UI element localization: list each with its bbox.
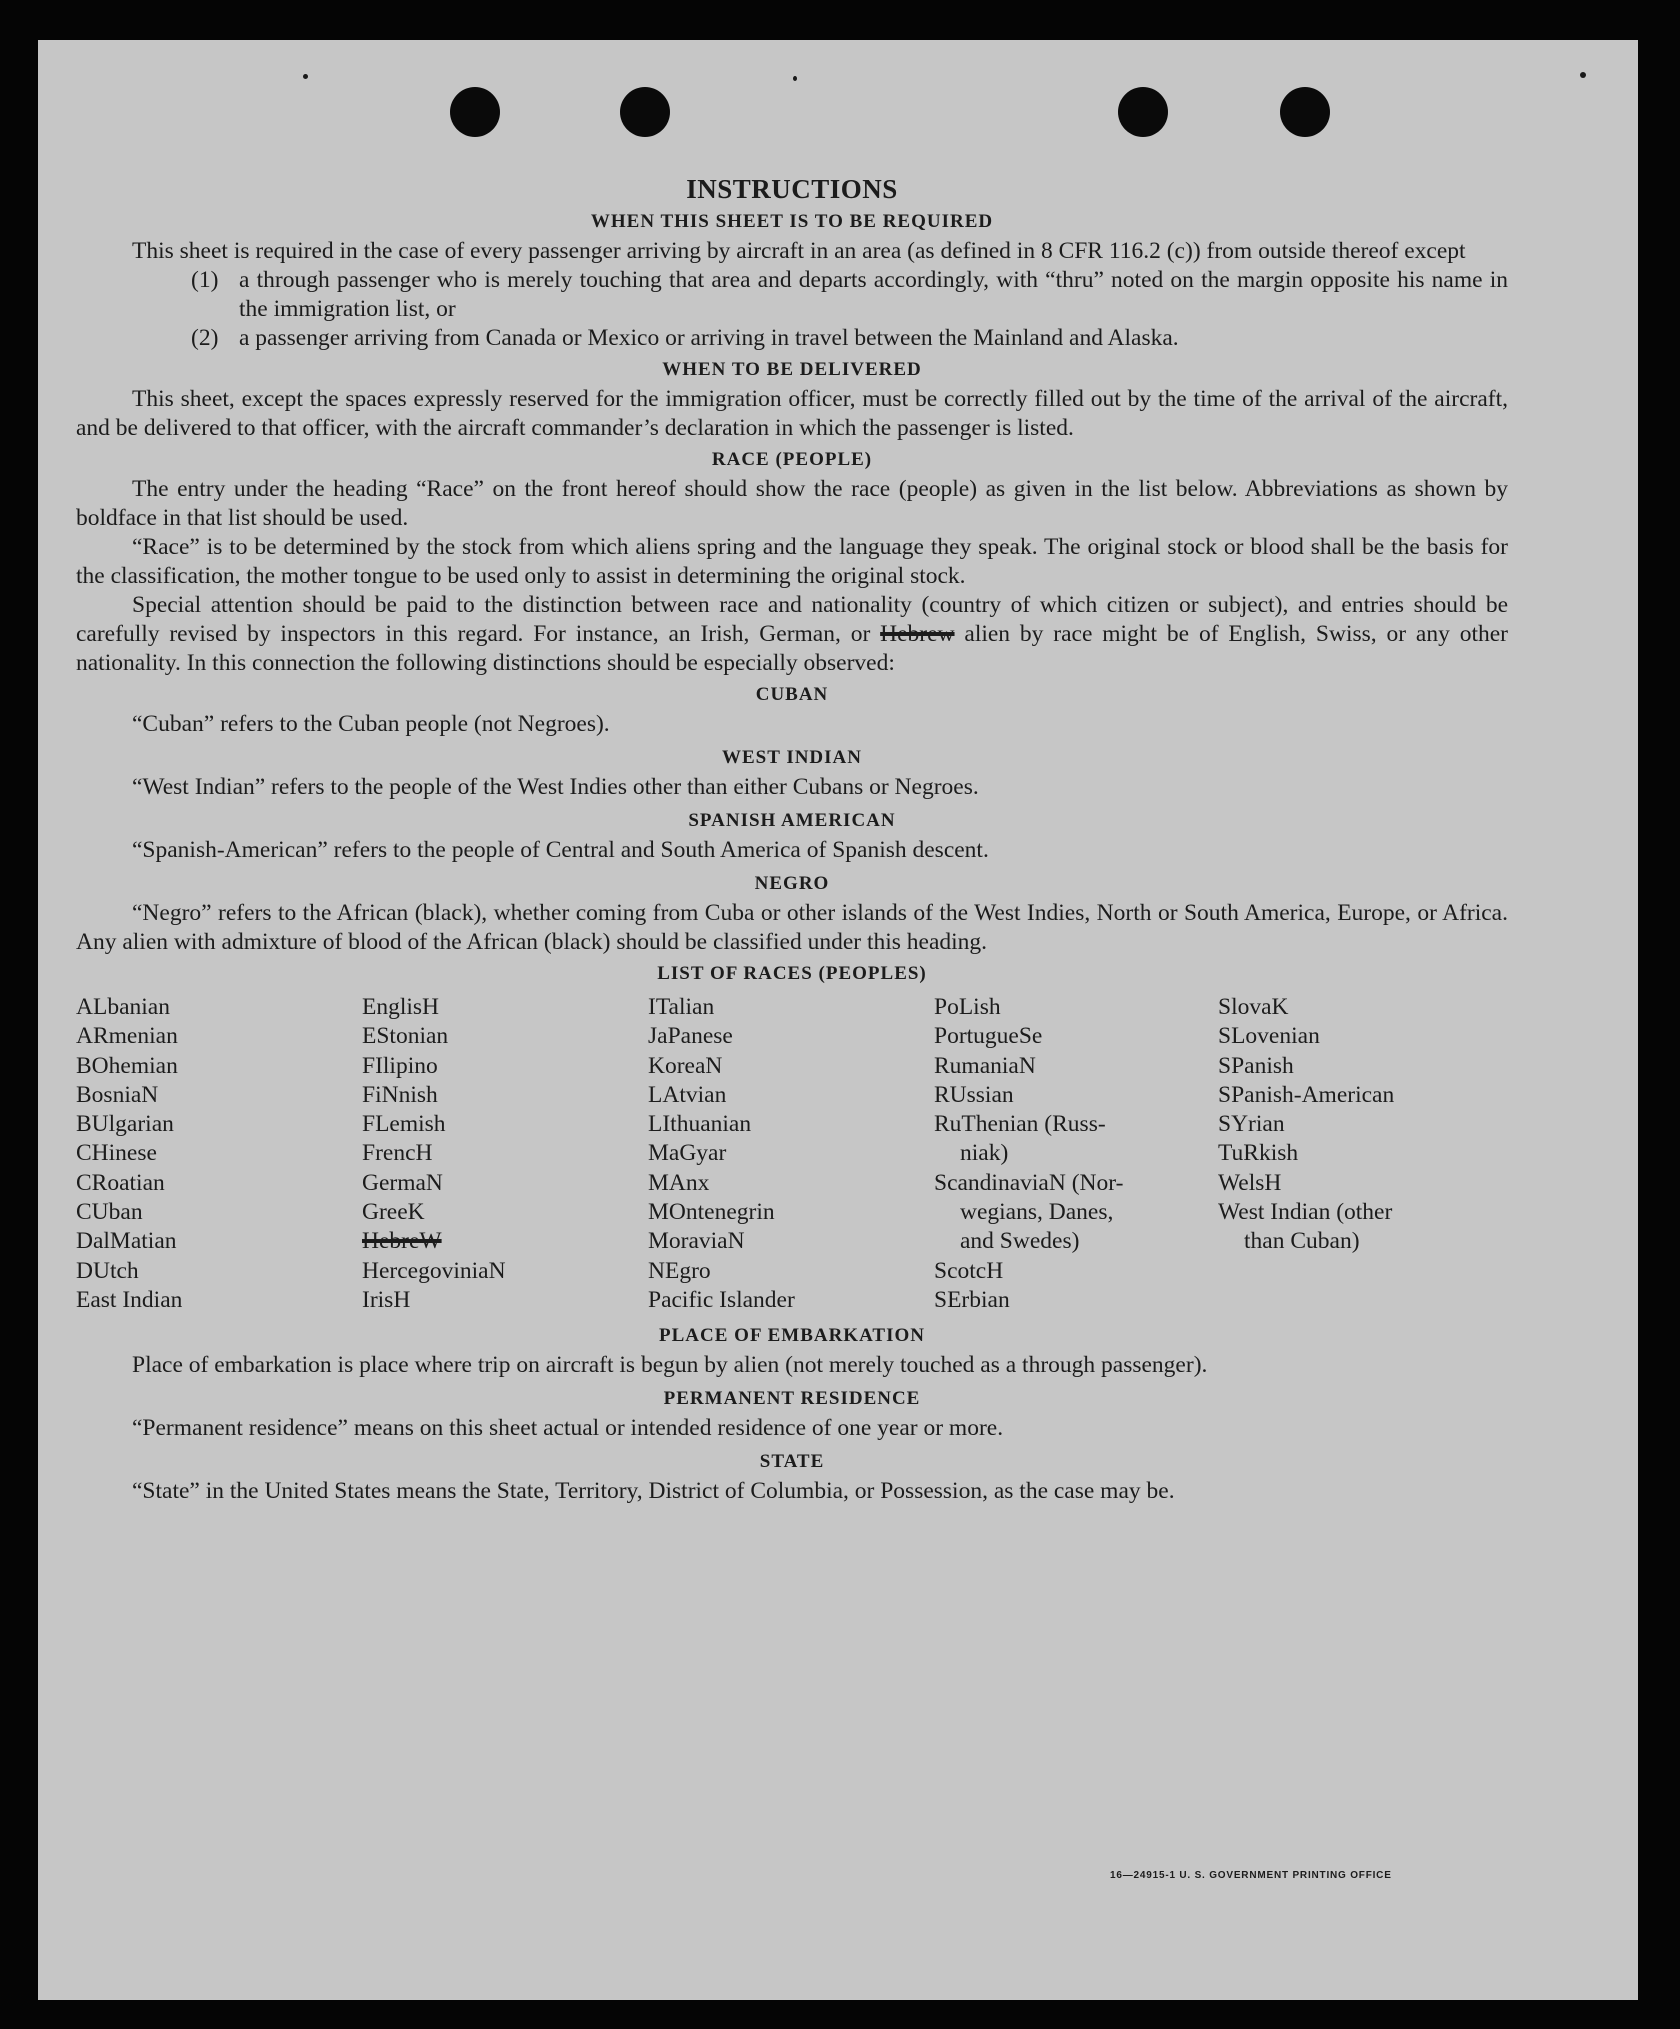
- race-item: PortugueSe: [934, 1023, 1043, 1050]
- race-item-continuation: niak): [960, 1140, 1009, 1167]
- paragraph: “Negro” refers to the African (black), whether coming from Cuba or other islands of the West Indies, North or South America, Europe, or Africa. Any alien with admixture of blood of the African (black) should be classified under this heading.: [76, 900, 1508, 955]
- race-item: CRoatian: [76, 1169, 165, 1196]
- section-heading: STATE: [759, 1451, 825, 1473]
- paper-speck: [793, 76, 797, 81]
- race-item-continuation: than Cuban): [1244, 1228, 1360, 1255]
- race-item: ITalian: [648, 994, 715, 1020]
- race-item-continuation: and Swedes): [960, 1228, 1080, 1255]
- race-item: LAtvian: [648, 1081, 727, 1108]
- section-heading: WHEN TO BE DELIVERED: [662, 359, 922, 380]
- race-item: GreeK: [362, 1199, 425, 1226]
- race-item: BOhemian: [76, 1052, 178, 1079]
- item-number: (2): [191, 325, 219, 351]
- paragraph: “Cuban” refers to the Cuban people (not Negroes).: [132, 711, 610, 737]
- race-item: ScotcH: [934, 1257, 1004, 1284]
- punch-hole: [1118, 87, 1168, 137]
- paragraph: The entry under the heading “Race” on the front hereof should show the race (people) as given in the list below. Abbreviations as shown by boldface in that list should be used.: [76, 476, 1508, 531]
- race-item: SPanish: [1218, 1052, 1294, 1079]
- race-item: GermaN: [362, 1169, 443, 1196]
- race-item: FrencH: [362, 1140, 433, 1167]
- race-list: [76, 993, 1508, 1315]
- punch-hole: [1280, 87, 1330, 137]
- race-item: SErbian: [934, 1286, 1010, 1313]
- race-item: ScandinaviaN (Nor-: [934, 1169, 1124, 1196]
- paragraph: “Race” is to be determined by the stock from which aliens spring and the language they speak. The original stock or blood shall be the basis for the classification, the mother tongue to be used only to assist in determining the original stock.: [76, 534, 1508, 589]
- instructions-content: [76, 174, 1508, 1506]
- race-item: TuRkish: [1218, 1140, 1299, 1167]
- race-item: DalMatian: [76, 1228, 177, 1255]
- paper-speck: [1580, 72, 1586, 78]
- form-sheet: [38, 40, 1638, 2000]
- paragraph: This sheet is required in the case of every passenger arriving by aircraft in an area (as defined in 8 CFR 116.2 (c)) from outside thereof except: [132, 238, 1466, 264]
- paragraph: This sheet, except the spaces expressly reserved for the immigration officer, must be correctly filled out by the time of the arrival of the aircraft, and be delivered to that officer, with the aircraft commander’s declaration in which the passenger is listed.: [76, 386, 1508, 441]
- section-heading: CUBAN: [755, 684, 829, 705]
- paragraph: “West Indian” refers to the people of the West Indies other than either Cubans or Negroes.: [132, 774, 979, 800]
- paragraph: [76, 591, 1508, 678]
- race-item: LIthuanian: [648, 1111, 752, 1138]
- race-item: MAnx: [648, 1169, 710, 1196]
- section-heading: PERMANENT RESIDENCE: [663, 1388, 921, 1410]
- race-item: ARmenian: [76, 1023, 178, 1050]
- race-item: FLemish: [362, 1111, 446, 1138]
- race-item: EnglisH: [362, 994, 440, 1020]
- race-item: MoraviaN: [648, 1228, 745, 1255]
- item-text: a through passenger who is merely touching that area and departs accordingly, with “thru” noted on the margin opposite his name in the immigration list, or: [239, 267, 1508, 322]
- paper-speck: [303, 74, 308, 79]
- race-column: [362, 993, 648, 1315]
- race-column: [76, 993, 362, 1315]
- list-item: [76, 324, 1508, 353]
- race-item: WelsH: [1218, 1169, 1282, 1196]
- race-column: [648, 993, 934, 1315]
- race-item: CHinese: [76, 1140, 157, 1167]
- section-heading: RACE (PEOPLE): [711, 449, 873, 470]
- race-item: Pacific Islander: [648, 1286, 795, 1313]
- text-run: Special attention should be paid to the distinction between race and nationality (country of which citizen or subject), and entries should be carefully revised by inspectors in this regard. For instance, an Irish, German, or: [76, 592, 1508, 647]
- paragraph: “Permanent residence” means on this sheet actual or intended residence of one year or more.: [132, 1415, 1004, 1442]
- race-item: RuThenian (Russ-: [934, 1111, 1106, 1138]
- section-heading: LIST OF RACES (PEOPLES): [657, 963, 927, 984]
- race-item: HercegoviniaN: [362, 1257, 506, 1284]
- item-number: (1): [191, 267, 219, 293]
- race-item-struck: HebreW: [362, 1228, 442, 1255]
- race-item: PoLish: [934, 994, 1001, 1020]
- race-item: SPanish-American: [1218, 1081, 1395, 1108]
- item-text: a passenger arriving from Canada or Mexico or arriving in travel between the Mainland and Alaska.: [239, 325, 1179, 351]
- section-heading: PLACE OF EMBARKATION: [659, 1325, 925, 1347]
- race-item: RumaniaN: [934, 1052, 1036, 1079]
- race-item: CUban: [76, 1199, 143, 1226]
- race-item: MOntenegrin: [648, 1199, 775, 1226]
- section-heading: NEGRO: [754, 873, 830, 894]
- text-run: alien by race might be of English, Swiss, or any other nationality. In this connection the following distinctions should be especially observed:: [76, 621, 1508, 676]
- race-item: FiNnish: [362, 1081, 438, 1108]
- race-item: BUlgarian: [76, 1111, 174, 1138]
- race-item: NEgro: [648, 1257, 711, 1284]
- struck-word: Hebrew: [880, 621, 955, 647]
- punch-hole: [450, 87, 500, 137]
- paragraph: “State” in the United States means the State, Territory, District of Columbia, or Possession, as the case may be.: [132, 1478, 1175, 1505]
- list-item: [76, 266, 1508, 324]
- race-item: SYrian: [1218, 1111, 1285, 1138]
- race-item: DUtch: [76, 1257, 139, 1284]
- race-item: BosniaN: [76, 1081, 159, 1108]
- race-item: SLovenian: [1218, 1023, 1320, 1050]
- race-item: EStonian: [362, 1023, 449, 1050]
- race-column: [1218, 993, 1508, 1315]
- printer-imprint: 16—24915-1 U. S. GOVERNMENT PRINTING OFFICE: [1110, 1870, 1392, 1881]
- section-heading: SPANISH AMERICAN: [688, 810, 896, 831]
- race-column: [934, 993, 1218, 1315]
- race-item: MaGyar: [648, 1140, 727, 1167]
- section-heading: WEST INDIAN: [722, 747, 862, 768]
- race-item: ALbanian: [76, 994, 170, 1020]
- race-item: IrisH: [362, 1286, 411, 1313]
- race-item: FIlipino: [362, 1052, 438, 1079]
- race-item: JaPanese: [648, 1023, 733, 1050]
- race-item-continuation: wegians, Danes,: [960, 1199, 1114, 1226]
- race-item: East Indian: [76, 1286, 183, 1313]
- race-item: SlovaK: [1218, 994, 1289, 1020]
- paragraph: Place of embarkation is place where trip on aircraft is begun by alien (not merely touched as a through passenger).: [132, 1352, 1208, 1379]
- punch-hole: [620, 87, 670, 137]
- page-title: INSTRUCTIONS: [686, 174, 898, 204]
- section-heading: WHEN THIS SHEET IS TO BE REQUIRED: [590, 211, 994, 232]
- paragraph: “Spanish-American” refers to the people of Central and South America of Spanish descent.: [132, 837, 989, 863]
- race-item: West Indian (other: [1218, 1199, 1393, 1226]
- race-item: RUssian: [934, 1081, 1014, 1108]
- race-item: KoreaN: [648, 1052, 723, 1079]
